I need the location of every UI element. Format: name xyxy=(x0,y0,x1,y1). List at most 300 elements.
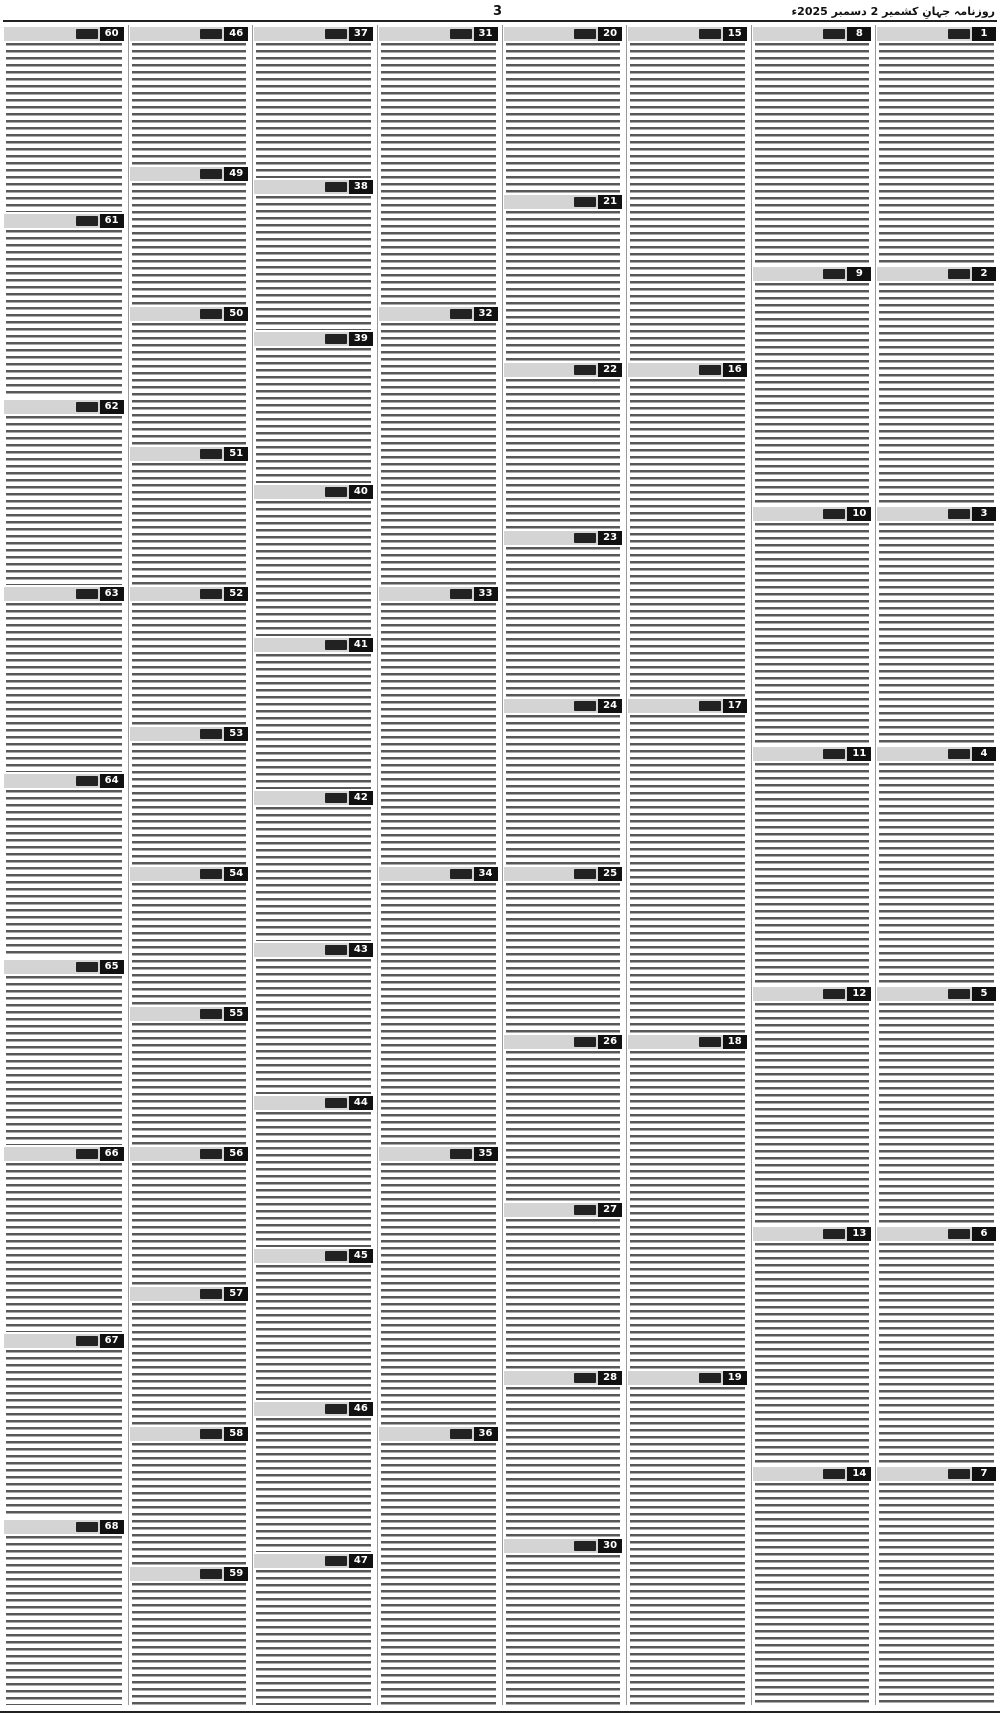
news-item-number: 21 xyxy=(598,195,622,209)
agency-logo-icon xyxy=(574,1541,596,1551)
news-item-bar xyxy=(504,195,599,209)
agency-logo-icon xyxy=(574,29,596,39)
news-item-header xyxy=(130,867,249,881)
news-item-text xyxy=(879,763,994,985)
news-column xyxy=(252,25,374,1705)
news-item-header xyxy=(130,167,249,181)
news-item xyxy=(129,1005,250,1145)
news-item-number: 63 xyxy=(100,587,124,601)
agency-logo-icon xyxy=(823,269,845,279)
news-item xyxy=(876,505,997,745)
news-item xyxy=(253,178,374,331)
agency-logo-icon xyxy=(948,1229,970,1239)
news-item-header xyxy=(130,727,249,741)
news-item xyxy=(129,165,250,305)
news-item-text xyxy=(132,883,247,1005)
news-item-text xyxy=(879,523,994,745)
news-item xyxy=(503,193,624,361)
news-item-number: 6 xyxy=(972,1227,996,1241)
news-item-number: 59 xyxy=(224,1567,248,1581)
news-item xyxy=(129,725,250,865)
news-item-header xyxy=(753,507,872,521)
news-item-text xyxy=(6,790,122,959)
news-item-header xyxy=(4,1147,124,1161)
news-item-header xyxy=(753,987,872,1001)
news-item-header xyxy=(130,27,249,41)
news-item-number: 62 xyxy=(100,400,124,414)
news-item-header xyxy=(4,400,124,414)
news-item-text xyxy=(6,1350,122,1519)
news-item-bar xyxy=(628,699,723,713)
news-item-header xyxy=(504,1035,623,1049)
news-item xyxy=(129,1425,250,1565)
news-item-number: 1 xyxy=(972,27,996,41)
news-item-text xyxy=(6,416,122,585)
agency-logo-icon xyxy=(76,962,98,972)
news-item-header xyxy=(254,1249,373,1263)
news-item-header xyxy=(504,1539,623,1553)
news-item-header xyxy=(504,699,623,713)
news-item-number: 4 xyxy=(972,747,996,761)
news-item xyxy=(253,636,374,789)
news-item-text xyxy=(506,1051,621,1201)
news-item-number: 46 xyxy=(349,1402,373,1416)
agency-logo-icon xyxy=(200,869,222,879)
news-item xyxy=(378,1425,499,1705)
news-item-number: 28 xyxy=(598,1371,622,1385)
agency-logo-icon xyxy=(76,589,98,599)
news-item xyxy=(503,1537,624,1705)
dateline: روزنامہ جہانِ کشمیر 2 دسمبر 2025ء xyxy=(791,5,995,18)
news-item xyxy=(3,1518,125,1705)
news-item-number: 13 xyxy=(847,1227,871,1241)
agency-logo-icon xyxy=(325,1251,347,1261)
news-item xyxy=(752,745,873,985)
news-item-bar xyxy=(877,267,972,281)
news-item xyxy=(253,1094,374,1247)
agency-logo-icon xyxy=(574,197,596,207)
news-item xyxy=(378,865,499,1145)
page-number: 3 xyxy=(493,4,503,19)
news-item-bar xyxy=(877,507,972,521)
agency-logo-icon xyxy=(574,365,596,375)
agency-logo-icon xyxy=(325,640,347,650)
news-item-header xyxy=(504,195,623,209)
news-item xyxy=(503,25,624,193)
news-item-bar xyxy=(130,1147,225,1161)
news-item xyxy=(253,941,374,1094)
news-item xyxy=(253,789,374,942)
news-item-text xyxy=(256,1418,371,1553)
news-item-header xyxy=(379,1427,498,1441)
news-item-number: 67 xyxy=(100,1334,124,1348)
news-item xyxy=(752,505,873,745)
news-item-text xyxy=(755,1003,870,1225)
news-item-header xyxy=(753,27,872,41)
news-item-text xyxy=(755,1243,870,1465)
news-item-number: 35 xyxy=(474,1147,498,1161)
news-item-header xyxy=(379,27,498,41)
agency-logo-icon xyxy=(325,1556,347,1566)
news-item xyxy=(627,697,748,1033)
news-item-bar xyxy=(379,867,474,881)
news-item-bar xyxy=(4,27,100,41)
news-item-text xyxy=(6,603,122,772)
agency-logo-icon xyxy=(948,1469,970,1479)
agency-logo-icon xyxy=(200,169,222,179)
news-item-header xyxy=(4,27,124,41)
news-item-text xyxy=(630,715,745,1033)
news-item-text xyxy=(132,183,247,305)
news-item xyxy=(378,25,499,305)
news-item xyxy=(752,985,873,1225)
news-item-text xyxy=(506,379,621,529)
news-item-header xyxy=(504,363,623,377)
agency-logo-icon xyxy=(450,869,472,879)
agency-logo-icon xyxy=(325,487,347,497)
news-item-header xyxy=(877,1227,996,1241)
agency-logo-icon xyxy=(574,869,596,879)
news-item-header xyxy=(877,507,996,521)
news-item-bar xyxy=(130,307,225,321)
agency-logo-icon xyxy=(450,309,472,319)
news-item-text xyxy=(879,1483,994,1705)
news-item-text xyxy=(381,1163,496,1425)
news-item-number: 43 xyxy=(349,943,373,957)
news-item-bar xyxy=(628,1371,723,1385)
news-item-bar xyxy=(254,1554,349,1568)
news-item-number: 33 xyxy=(474,587,498,601)
news-item-header xyxy=(4,1334,124,1348)
news-item-number: 64 xyxy=(100,774,124,788)
news-item-number: 47 xyxy=(349,1554,373,1568)
news-item-bar xyxy=(379,587,474,601)
news-item-text xyxy=(630,379,745,697)
agency-logo-icon xyxy=(200,1569,222,1579)
news-item-text xyxy=(381,883,496,1145)
news-item-text xyxy=(630,1051,745,1369)
news-item-bar xyxy=(628,1035,723,1049)
news-item-bar xyxy=(4,587,100,601)
news-item-header xyxy=(4,587,124,601)
news-item xyxy=(129,445,250,585)
news-item-header xyxy=(130,307,249,321)
agency-logo-icon xyxy=(574,1373,596,1383)
news-item-number: 55 xyxy=(224,1007,248,1021)
news-item-text xyxy=(755,43,870,265)
news-item-header xyxy=(628,1035,747,1049)
news-item xyxy=(3,1145,125,1332)
news-item-header xyxy=(254,943,373,957)
news-item-header xyxy=(504,27,623,41)
agency-logo-icon xyxy=(823,749,845,759)
agency-logo-icon xyxy=(325,334,347,344)
news-item-bar xyxy=(504,1371,599,1385)
agency-logo-icon xyxy=(450,1149,472,1159)
agency-logo-icon xyxy=(823,1229,845,1239)
news-column xyxy=(626,25,748,1705)
agency-logo-icon xyxy=(200,29,222,39)
news-item-bar xyxy=(254,791,349,805)
news-item xyxy=(3,958,125,1145)
news-column xyxy=(128,25,250,1705)
news-item xyxy=(129,1285,250,1425)
news-item-bar xyxy=(130,1287,225,1301)
news-item-text xyxy=(6,230,122,399)
news-item-number: 9 xyxy=(847,267,871,281)
news-item-bar xyxy=(254,1096,349,1110)
news-item-bar xyxy=(753,1227,848,1241)
news-column xyxy=(751,25,873,1705)
news-item-text xyxy=(755,523,870,745)
news-item-bar xyxy=(504,27,599,41)
news-item-header xyxy=(877,27,996,41)
news-item xyxy=(378,1145,499,1425)
agency-logo-icon xyxy=(948,509,970,519)
news-item-text xyxy=(256,196,371,331)
news-item xyxy=(752,1225,873,1465)
news-item-bar xyxy=(4,214,100,228)
agency-logo-icon xyxy=(699,1373,721,1383)
news-item xyxy=(3,398,125,585)
news-item-header xyxy=(628,699,747,713)
news-item-bar xyxy=(4,1334,100,1348)
news-item-number: 15 xyxy=(723,27,747,41)
news-item-number: 12 xyxy=(847,987,871,1001)
news-item-bar xyxy=(130,727,225,741)
news-item-text xyxy=(256,501,371,636)
news-item-text xyxy=(755,283,870,505)
news-item-bar xyxy=(504,867,599,881)
news-item-header xyxy=(130,1147,249,1161)
agency-logo-icon xyxy=(76,1336,98,1346)
agency-logo-icon xyxy=(948,749,970,759)
news-item-text xyxy=(256,1570,371,1705)
news-item-number: 38 xyxy=(349,180,373,194)
news-item-number: 11 xyxy=(847,747,871,761)
news-item xyxy=(253,25,374,178)
news-item-bar xyxy=(379,1427,474,1441)
news-item-header xyxy=(877,267,996,281)
news-item-text xyxy=(256,348,371,483)
agency-logo-icon xyxy=(200,309,222,319)
news-item-bar xyxy=(254,27,349,41)
news-item-number: 44 xyxy=(349,1096,373,1110)
news-item-number: 7 xyxy=(972,1467,996,1481)
news-item-header xyxy=(130,1427,249,1441)
agency-logo-icon xyxy=(948,269,970,279)
news-item-number: 36 xyxy=(474,1427,498,1441)
agency-logo-icon xyxy=(574,533,596,543)
news-item-text xyxy=(256,43,371,178)
news-item-text xyxy=(879,1003,994,1225)
news-item-text xyxy=(256,1265,371,1400)
news-item-number: 10 xyxy=(847,507,871,521)
news-item-bar xyxy=(753,27,848,41)
news-item xyxy=(253,1552,374,1705)
news-column xyxy=(3,25,125,1705)
news-item xyxy=(378,585,499,865)
news-item-bar xyxy=(628,27,723,41)
news-item-number: 25 xyxy=(598,867,622,881)
news-item-text xyxy=(256,654,371,789)
news-item xyxy=(3,585,125,772)
news-item-bar xyxy=(877,1227,972,1241)
news-item-header xyxy=(504,531,623,545)
news-item-number: 8 xyxy=(847,27,871,41)
agency-logo-icon xyxy=(450,589,472,599)
news-item xyxy=(876,1225,997,1465)
news-item xyxy=(129,305,250,445)
news-item xyxy=(3,772,125,959)
news-item-header xyxy=(877,747,996,761)
news-item-number: 3 xyxy=(972,507,996,521)
agency-logo-icon xyxy=(699,365,721,375)
agency-logo-icon xyxy=(325,1098,347,1108)
news-item-header xyxy=(753,1467,872,1481)
news-item-bar xyxy=(130,167,225,181)
news-item-bar xyxy=(4,400,100,414)
news-item-number: 46 xyxy=(224,27,248,41)
news-item-bar xyxy=(504,1203,599,1217)
news-item-text xyxy=(132,1443,247,1565)
news-item-bar xyxy=(254,485,349,499)
news-item xyxy=(876,25,997,265)
news-item-header xyxy=(753,267,872,281)
news-item-bar xyxy=(379,307,474,321)
news-item-bar xyxy=(504,531,599,545)
agency-logo-icon xyxy=(699,29,721,39)
agency-logo-icon xyxy=(76,776,98,786)
news-item-text xyxy=(132,1303,247,1425)
news-item-text xyxy=(506,1219,621,1369)
news-item xyxy=(503,361,624,529)
news-item-header xyxy=(753,1227,872,1241)
news-item-number: 23 xyxy=(598,531,622,545)
agency-logo-icon xyxy=(574,1037,596,1047)
news-column xyxy=(875,25,997,1705)
news-item xyxy=(253,483,374,636)
news-item xyxy=(503,529,624,697)
news-item-header xyxy=(4,774,124,788)
news-item xyxy=(129,1565,250,1705)
news-item xyxy=(503,1201,624,1369)
news-column xyxy=(377,25,499,1705)
news-item-bar xyxy=(753,1467,848,1481)
news-item xyxy=(253,330,374,483)
news-item xyxy=(876,1465,997,1705)
news-item xyxy=(752,1465,873,1705)
news-item-number: 19 xyxy=(723,1371,747,1385)
news-item xyxy=(3,212,125,399)
agency-logo-icon xyxy=(823,1469,845,1479)
news-item-number: 56 xyxy=(224,1147,248,1161)
news-item xyxy=(3,1332,125,1519)
news-item-number: 49 xyxy=(224,167,248,181)
news-item-header xyxy=(254,1402,373,1416)
news-item-bar xyxy=(4,774,100,788)
news-item-header xyxy=(628,27,747,41)
news-item-text xyxy=(506,883,621,1033)
news-item-header xyxy=(504,867,623,881)
news-item-number: 32 xyxy=(474,307,498,321)
news-item-number: 26 xyxy=(598,1035,622,1049)
news-item-header xyxy=(254,485,373,499)
news-item-text xyxy=(132,43,247,165)
news-item-header xyxy=(504,1371,623,1385)
news-item-number: 16 xyxy=(723,363,747,377)
news-item-text xyxy=(630,1387,745,1705)
news-item-number: 27 xyxy=(598,1203,622,1217)
news-item-text xyxy=(381,43,496,305)
news-item-bar xyxy=(130,867,225,881)
news-item xyxy=(129,1145,250,1285)
agency-logo-icon xyxy=(200,449,222,459)
news-item-text xyxy=(6,976,122,1145)
news-item-header xyxy=(504,1203,623,1217)
news-item-bar xyxy=(504,363,599,377)
news-item-bar xyxy=(254,943,349,957)
news-item-text xyxy=(381,1443,496,1705)
news-item xyxy=(752,265,873,505)
news-item-text xyxy=(755,1483,870,1705)
news-item-number: 52 xyxy=(224,587,248,601)
news-item xyxy=(752,25,873,265)
news-item-text xyxy=(879,283,994,505)
news-item xyxy=(876,985,997,1225)
agency-logo-icon xyxy=(200,1429,222,1439)
agency-logo-icon xyxy=(325,1404,347,1414)
news-item-text xyxy=(879,43,994,265)
news-item xyxy=(627,1033,748,1369)
news-item-text xyxy=(6,43,122,212)
news-item-number: 18 xyxy=(723,1035,747,1049)
agency-logo-icon xyxy=(325,182,347,192)
news-item-header xyxy=(130,587,249,601)
agency-logo-icon xyxy=(574,701,596,711)
news-item-header xyxy=(379,587,498,601)
news-item-header xyxy=(379,867,498,881)
news-item-header xyxy=(628,1371,747,1385)
news-item-number: 65 xyxy=(100,960,124,974)
news-item-text xyxy=(381,323,496,585)
news-item-number: 50 xyxy=(224,307,248,321)
news-item xyxy=(876,745,997,985)
agency-logo-icon xyxy=(76,402,98,412)
news-item-bar xyxy=(254,332,349,346)
news-item-number: 41 xyxy=(349,638,373,652)
agency-logo-icon xyxy=(325,945,347,955)
news-item-number: 40 xyxy=(349,485,373,499)
news-item-number: 61 xyxy=(100,214,124,228)
news-item-header xyxy=(130,447,249,461)
news-item-number: 39 xyxy=(349,332,373,346)
news-item-header xyxy=(130,1287,249,1301)
news-item-bar xyxy=(504,1035,599,1049)
news-item-header xyxy=(628,363,747,377)
news-item-header xyxy=(254,332,373,346)
news-item-bar xyxy=(753,747,848,761)
agency-logo-icon xyxy=(76,216,98,226)
news-item-bar xyxy=(4,1147,100,1161)
news-item-number: 34 xyxy=(474,867,498,881)
news-item-bar xyxy=(130,1007,225,1021)
news-column xyxy=(502,25,624,1705)
news-item-bar xyxy=(379,1147,474,1161)
news-columns xyxy=(3,25,997,1705)
news-item xyxy=(129,25,250,165)
news-item-number: 66 xyxy=(100,1147,124,1161)
